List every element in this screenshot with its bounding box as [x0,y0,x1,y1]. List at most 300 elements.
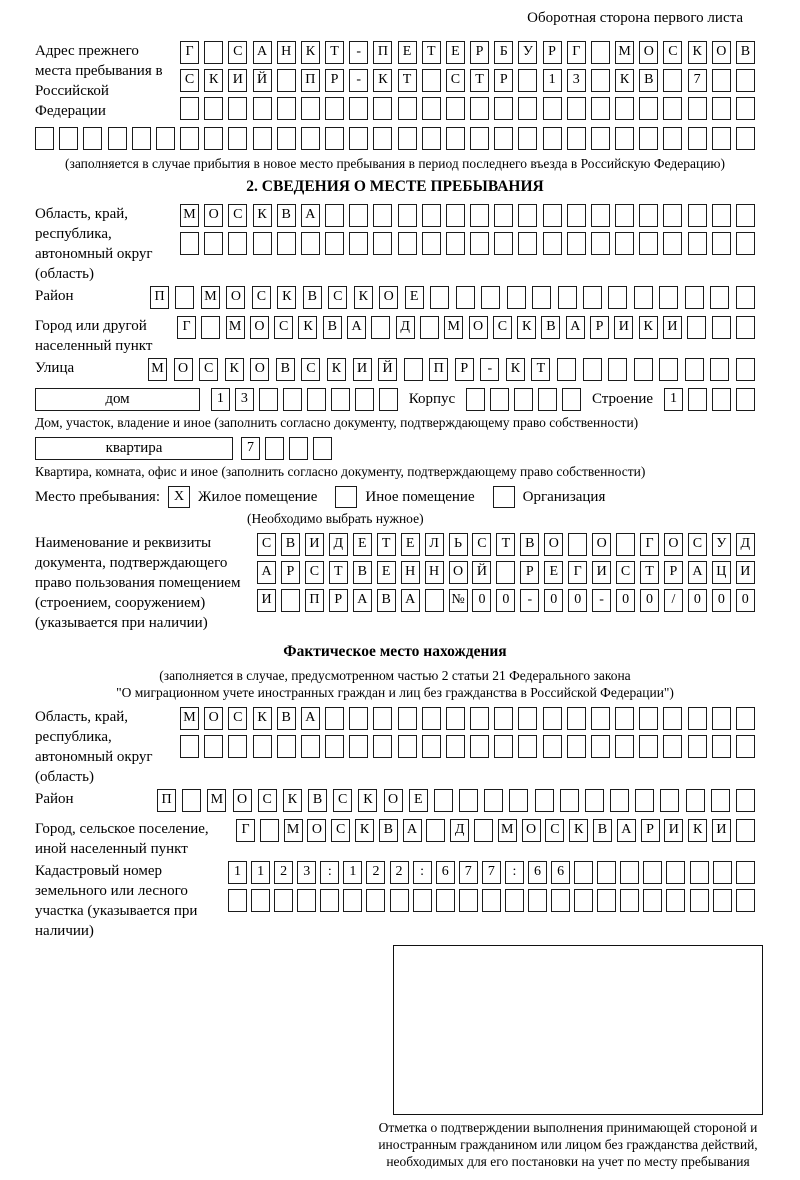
form-cell [253,232,272,255]
form-cell: С [180,69,199,92]
form-cell: Г [236,819,255,842]
form-cell [736,819,755,842]
form-cell [736,861,755,884]
form-cell [688,97,707,120]
form-cell [710,358,729,381]
form-cell: К [688,819,707,842]
form-cell [710,286,729,309]
form-cell [615,204,634,227]
form-cell [543,97,562,120]
form-cell: / [664,589,683,612]
stroenie-cells [664,388,755,411]
form-cell [560,789,579,812]
form-cell: П [305,589,324,612]
form-cell [277,232,296,255]
form-cell [494,707,513,730]
form-cell: В [541,316,560,339]
confirmation-mark-box [393,945,763,1115]
form-cell: Е [401,533,420,556]
korpus-label: Корпус [408,391,456,407]
form-cell [446,707,465,730]
form-cell [274,889,293,912]
cadastre-field [35,861,755,941]
form-cell [620,889,639,912]
form-cell: 0 [736,589,755,612]
form-cell [518,127,537,150]
form-cell: С [199,358,218,381]
form-cell: С [252,286,271,309]
form-cell [459,889,478,912]
form-cell [108,127,127,150]
form-cell: С [333,789,352,812]
page-corner-note: Оборотная сторона первого листа [527,10,743,26]
form-cell [481,286,500,309]
form-cell: К [283,789,302,812]
form-cell [277,97,296,120]
form-cell: 6 [528,861,547,884]
form-cell: И [592,561,611,584]
form-cell [688,232,707,255]
form-cell [349,127,368,150]
form-cell [634,286,653,309]
form-cell: 3 [297,861,316,884]
form-cell: П [429,358,448,381]
form-cell: М [180,204,199,227]
form-cell: Е [405,286,424,309]
form-cell: О [226,286,245,309]
form-cell: Р [470,41,489,64]
form-cell: М [201,286,220,309]
form-cell [180,735,199,758]
prev-address-cells [180,41,755,125]
form-cell [355,388,374,411]
form-cell: В [323,316,342,339]
form-cell [253,735,272,758]
form-cell [320,889,339,912]
form-cell: И [712,819,731,842]
form-cell: О [204,707,223,730]
form-cell: П [150,286,169,309]
form-cell [349,204,368,227]
form-cell [688,707,707,730]
cell-row [148,358,755,381]
form-cell: 7 [459,861,478,884]
form-cell [663,127,682,150]
form-cell [736,358,755,381]
form-cell [712,735,731,758]
form-cell: О [592,533,611,556]
form-cell: С [257,533,276,556]
form-cell [373,127,392,150]
form-cell: 1 [228,861,247,884]
form-cell: Т [496,533,515,556]
form-cell [666,861,685,884]
form-cell: Й [253,69,272,92]
form-cell: Р [281,561,300,584]
form-cell: О [522,819,541,842]
form-cell [736,316,755,339]
actual-region-label: Область, край, республика, автономный округ (область) [35,709,153,785]
form-cell [265,437,284,460]
other-premises-label: Иное помещение [365,488,475,505]
form-cell [535,789,554,812]
form-cell: К [225,358,244,381]
form-cell [688,204,707,227]
form-cell: С [663,41,682,64]
form-cell [643,861,662,884]
form-cell: Е [353,533,372,556]
form-cell: Р [590,316,609,339]
form-cell [615,232,634,255]
form-cell: В [281,533,300,556]
form-cell [685,286,704,309]
form-cell: Т [470,69,489,92]
form-cell: У [518,41,537,64]
form-cell [639,735,658,758]
document-label: Наименование и реквизиты документа, подтверждающего право пользования помещением (строением, сооружением) (указывается при наличии) [35,535,241,631]
form-cell [528,889,547,912]
form-cell [180,232,199,255]
form-cell [325,232,344,255]
form-cell [643,889,662,912]
form-cell: Ц [712,561,731,584]
form-cell: К [327,358,346,381]
form-cell: С [616,561,635,584]
form-cell [663,707,682,730]
form-cell: Г [177,316,196,339]
form-cell [204,735,223,758]
form-cell: С [545,819,564,842]
form-cell [349,232,368,255]
form-cell [567,735,586,758]
cell-row [180,69,755,92]
form-cell: С [331,819,350,842]
form-cell: А [353,589,372,612]
form-cell: 6 [436,861,455,884]
form-cell: 1 [343,861,362,884]
form-cell [422,707,441,730]
form-cell [430,286,449,309]
form-cell [543,204,562,227]
house-caption: Дом, участок, владение и иное (заполнить согласно документу, подтверждающему право собственности) [35,415,639,430]
form-cell: С [305,561,324,584]
form-cell [466,388,485,411]
form-cell [591,204,610,227]
form-cell [736,707,755,730]
form-cell [349,735,368,758]
form-cell [558,286,577,309]
house-box: дом [35,388,200,411]
form-cell: И [353,358,372,381]
form-cell [712,97,731,120]
region-field [35,204,755,284]
form-cell [711,789,730,812]
form-cell: И [664,819,683,842]
form-cell: М [615,41,634,64]
form-cell: Р [664,561,683,584]
form-cell [390,889,409,912]
form-cell [422,735,441,758]
form-cell [494,97,513,120]
form-cell: 1 [211,388,230,411]
form-cell [591,127,610,150]
form-cell: М [148,358,167,381]
form-cell: Д [450,819,469,842]
form-cell: М [207,789,226,812]
actual-city-field [35,819,755,859]
form-cell [426,819,445,842]
form-cell: О [712,41,731,64]
form-cell [156,127,175,150]
form-cell: И [663,316,682,339]
form-cell [228,97,247,120]
form-cell [736,388,755,411]
form-cell: Р [325,69,344,92]
cell-row [180,707,755,730]
form-cell [659,286,678,309]
form-cell [422,232,441,255]
form-cell: Р [329,589,348,612]
form-cell [446,127,465,150]
form-cell [567,127,586,150]
prev-address-label: Адрес прежнего места пребывания в Российской Федерации [35,43,163,119]
cell-row [257,533,755,556]
form-cell [204,97,223,120]
form-cell [686,789,705,812]
form-cell: О [544,533,563,556]
form-cell [398,97,417,120]
form-cell [470,232,489,255]
city-label: Город или другой населенный пункт [35,318,153,354]
form-cell: И [614,316,633,339]
form-cell [422,127,441,150]
form-cell [736,232,755,255]
form-cell [543,232,562,255]
form-cell: А [257,561,276,584]
form-cell: А [253,41,272,64]
cell-row [257,561,755,584]
form-cell: Е [377,561,396,584]
form-cell: С [228,707,247,730]
form-cell: : [413,861,432,884]
form-cell [597,889,616,912]
form-cell [251,889,270,912]
form-cell [228,735,247,758]
form-cell: А [347,316,366,339]
form-cell [712,204,731,227]
form-cell [567,204,586,227]
form-cell: Т [531,358,550,381]
form-cell [325,707,344,730]
form-cell [343,889,362,912]
form-cell [494,127,513,150]
form-cell [281,589,300,612]
stay-type-row [35,486,755,508]
form-cell: М [444,316,463,339]
house-number-cells [211,388,398,411]
house-row [35,388,755,411]
form-cell [446,97,465,120]
form-cell [663,204,682,227]
form-cell [518,204,537,227]
form-cell [325,735,344,758]
cadastre-label: Кадастровый номер земельного или лесного участка (указывается при наличии) [35,863,198,939]
form-cell [518,707,537,730]
form-cell [514,388,533,411]
form-cell [509,789,528,812]
form-cell [301,735,320,758]
form-cell: 0 [688,589,707,612]
form-cell [494,232,513,255]
form-cell [228,127,247,150]
form-cell [474,819,493,842]
form-cell [260,819,279,842]
cell-row [157,789,755,812]
form-cell [538,388,557,411]
form-cell [634,358,653,381]
form-cell [507,286,526,309]
form-cell: К [615,69,634,92]
form-cell [608,286,627,309]
form-cell [204,127,223,150]
form-cell [175,286,194,309]
form-cell [567,232,586,255]
form-cell [591,97,610,120]
form-cell [688,735,707,758]
form-cell: Е [398,41,417,64]
form-cell: О [250,358,269,381]
form-cell: 2 [390,861,409,884]
form-cell [484,789,503,812]
form-cell [301,232,320,255]
form-cell [591,69,610,92]
form-cell [301,127,320,150]
form-cell: К [506,358,525,381]
form-cell [59,127,78,150]
form-cell: Н [425,561,444,584]
form-cell [690,889,709,912]
form-cell [277,69,296,92]
form-cell [610,789,629,812]
form-cell: И [257,589,276,612]
form-cell: К [639,316,658,339]
form-cell [494,735,513,758]
form-cell [373,97,392,120]
form-cell [470,204,489,227]
form-cell [639,127,658,150]
apartment-row [35,437,755,460]
form-cell: 6 [551,861,570,884]
form-cell: О [379,286,398,309]
form-cell [301,97,320,120]
form-cell [490,388,509,411]
form-cell: О [449,561,468,584]
form-cell: В [277,204,296,227]
form-cell [470,735,489,758]
region-label: Область, край, республика, автономный округ (область) [35,206,153,282]
form-cell: Р [641,819,660,842]
cell-row [180,204,755,227]
form-cell: 0 [616,589,635,612]
prev-address-overflow-row [35,127,755,150]
form-cell: 7 [688,69,707,92]
actual-location-caption-1: (заполняется в случае, предусмотренном частью 2 статьи 21 Федерального закона [159,668,631,683]
stroenie-label: Строение [591,391,654,407]
form-cell [591,41,610,64]
form-cell [204,41,223,64]
form-cell: К [355,819,374,842]
form-cell: 1 [543,69,562,92]
form-cell: С [328,286,347,309]
form-cell: 0 [496,589,515,612]
cell-row [236,819,755,842]
form-cell: С [472,533,491,556]
form-cell: О [204,204,223,227]
actual-region-field [35,707,755,787]
form-cell: О [233,789,252,812]
form-cell [325,127,344,150]
section2-title: 2. СВЕДЕНИЯ О МЕСТЕ ПРЕБЫВАНИЯ [246,178,544,195]
form-cell [583,286,602,309]
cell-row [228,889,755,912]
form-cell [470,707,489,730]
form-cell: - [480,358,499,381]
confirmation-mark-caption: Отметка о подтверждении выполнения принимающей стороной и иностранным гражданином или лицом без гражданства действий, необходимых для его постановки на учет по месту пребывания [378,1120,758,1169]
form-cell: С [493,316,512,339]
form-cell: 3 [235,388,254,411]
form-cell: В [308,789,327,812]
form-cell [736,127,755,150]
form-cell [736,735,755,758]
other-premises-checkbox [335,486,357,508]
apartment-cells [241,437,332,460]
form-cell: Р [543,41,562,64]
form-cell [567,97,586,120]
form-cell [277,127,296,150]
form-cell: П [157,789,176,812]
form-cell [228,232,247,255]
form-cell: К [253,204,272,227]
form-cell [687,316,706,339]
form-cell [253,97,272,120]
form-cell: 1 [251,861,270,884]
actual-location-title: Фактическое место нахождения [283,643,507,660]
form-cell: В [277,707,296,730]
form-cell [712,69,731,92]
form-cell [307,388,326,411]
form-cell [688,127,707,150]
form-cell [574,889,593,912]
form-cell: 0 [712,589,731,612]
apartment-box: квартира [35,437,233,460]
form-cell [398,735,417,758]
form-cell: № [449,589,468,612]
cell-row [180,41,755,64]
form-cell: Т [325,41,344,64]
form-cell [182,789,201,812]
form-cell: Й [472,561,491,584]
form-cell [494,204,513,227]
form-cell: К [373,69,392,92]
form-cell: А [566,316,585,339]
form-cell: Д [736,533,755,556]
actual-city-label: Город, сельское поселение, иной населенный пункт [35,821,209,857]
form-cell: - [592,589,611,612]
form-cell [283,388,302,411]
form-cell [446,204,465,227]
form-cell: Н [277,41,296,64]
form-cell: К [298,316,317,339]
